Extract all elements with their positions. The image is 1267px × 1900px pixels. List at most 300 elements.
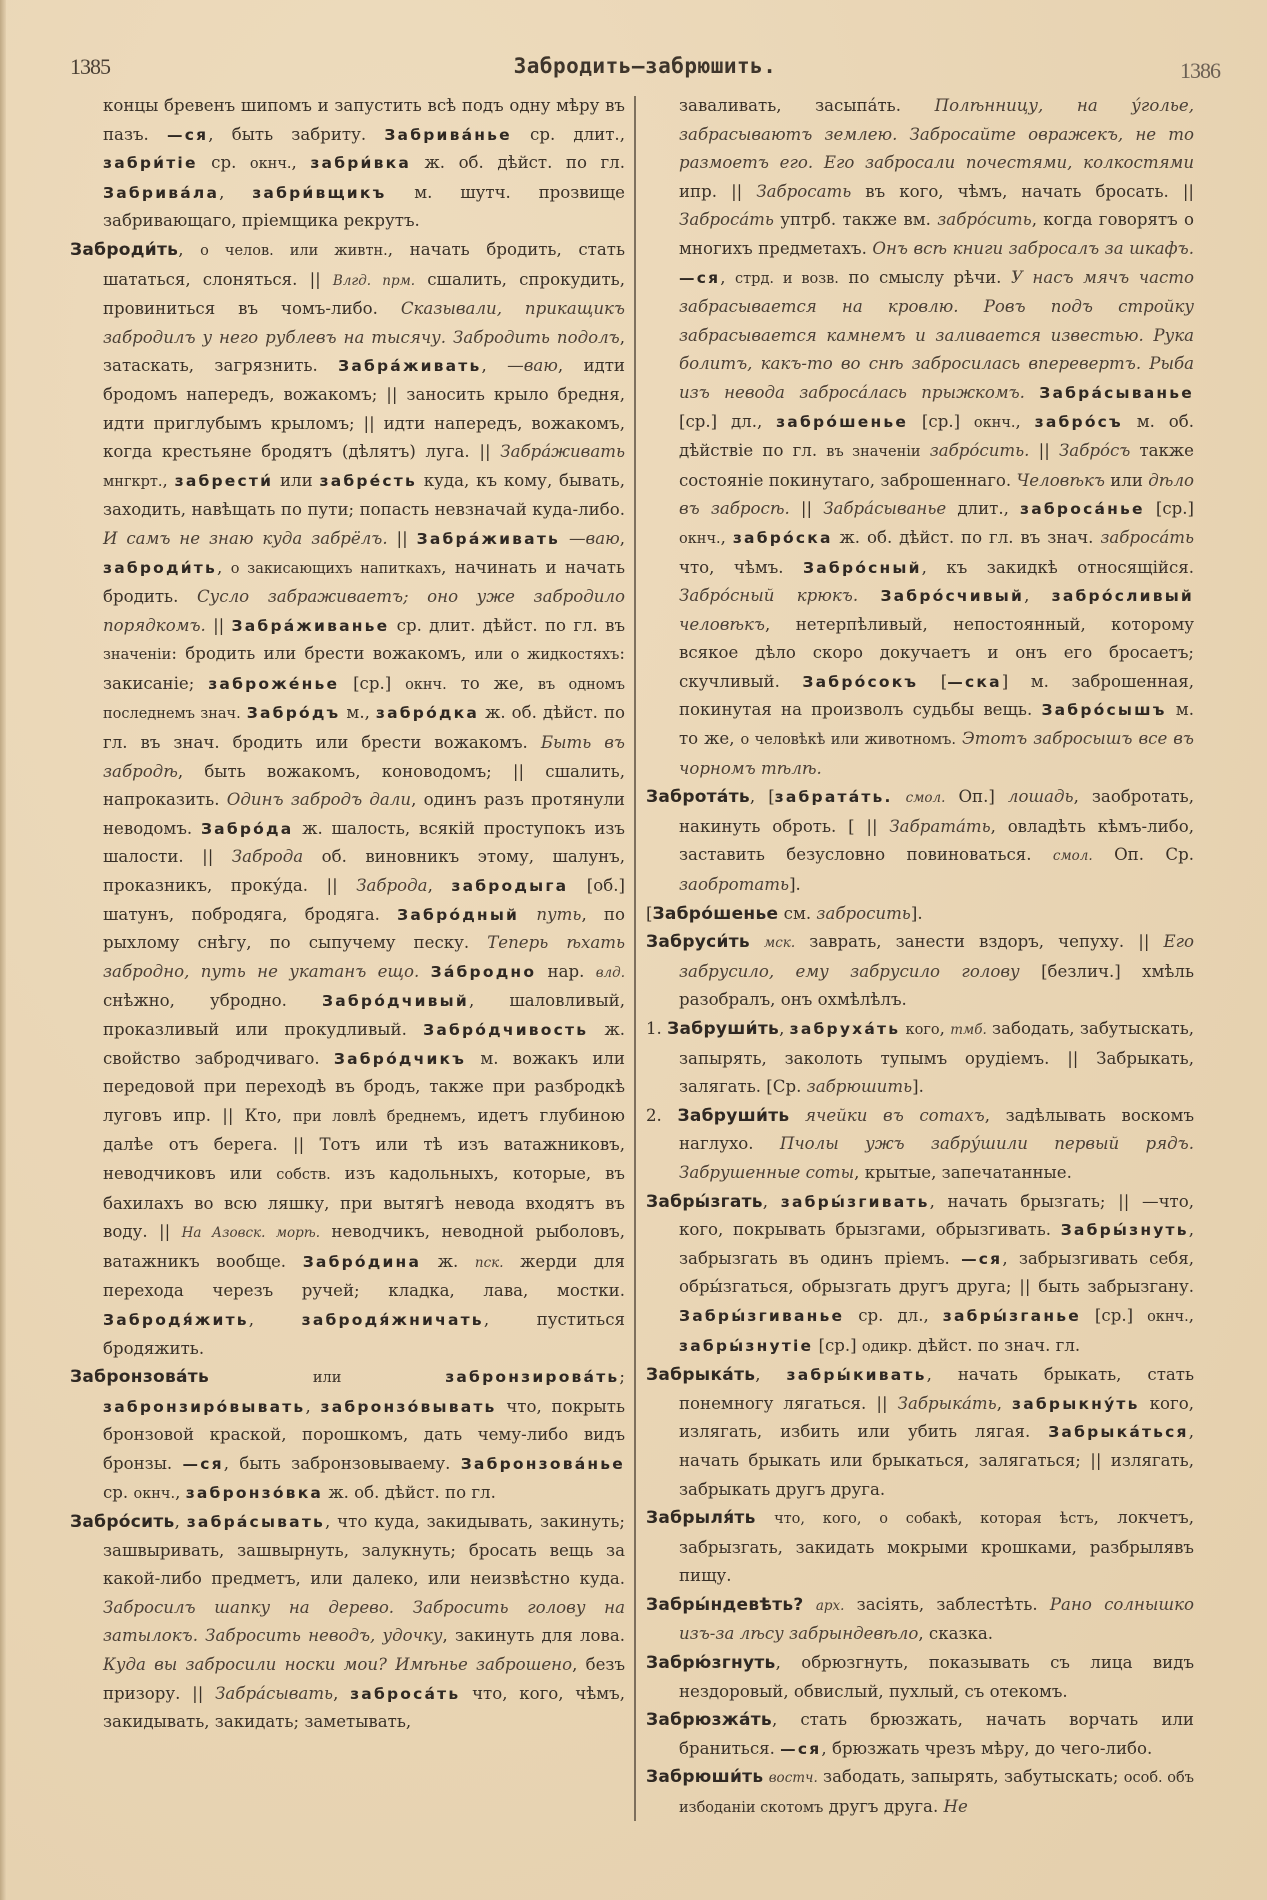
example-text: забрюшить (806, 1077, 913, 1097)
grammar-label: Влгд. прм. (332, 272, 416, 289)
grammar-label: влд. (595, 964, 625, 981)
example-text: Сусло забраживаетъ; оно уже забродило порядкомъ. (103, 587, 625, 635)
example-text: заброса́ть (1100, 527, 1194, 547)
headword: Забро́сить (70, 1512, 175, 1533)
definition-text: , что куда, закидывать, закинуть; зашвыривать, зашвырнуть, залукнуть; бросать вещь за какой-либо предметъ, или далеко, или неизвѣстно куда. (103, 1512, 625, 1589)
definition-text: ипр. || (679, 181, 757, 201)
definition-text: , нетерпѣливый, непостоянный, которому всякое дѣло скоро докучаетъ и онъ его бросаетъ; скучливый. (679, 614, 1194, 691)
definition-text: , (333, 1683, 351, 1703)
grammar-label: одикр. (861, 1338, 913, 1355)
definition-text: [безлич.] хмѣль разобралъ, онъ охмѣлѣлъ. (679, 961, 1194, 1010)
headword: Забрюзжа́ть (646, 1710, 772, 1731)
dictionary-entry (646, 1649, 1194, 1706)
example-text: Забра́сывать (215, 1683, 334, 1703)
definition-text: , (162, 470, 175, 490)
derived-form: забродя́жничать (301, 1310, 484, 1329)
definition-text: заврать, занести вздоръ, чепуху. || (795, 932, 1164, 952)
headword: Забры́згать (646, 1191, 763, 1212)
definition-text: об. виновникъ этому, шалунъ, проказникъ, проку́да. || (103, 847, 626, 896)
definition-text: , заобротать, накинуть оброть. [ || (679, 787, 1194, 836)
definition-text: другъ друга. (823, 1797, 944, 1817)
example-text: Забрыка́ть (897, 1393, 997, 1413)
dictionary-entry (646, 1591, 1194, 1649)
definition-text: [об.] шатунъ, побродяга, бродяга. (103, 876, 625, 924)
definition-text: уптрб. также вм. (773, 210, 938, 230)
definition-text: ж. (421, 1251, 475, 1271)
derived-form: Забро́дчивый (322, 992, 469, 1011)
grammar-label: или о жидкостяхъ (474, 647, 620, 664)
derived-form: забрести́ (174, 471, 274, 490)
definition-text: ср. дл., (844, 1305, 943, 1325)
definition-text: , (720, 527, 733, 547)
example-text: лошадь (1007, 787, 1074, 807)
derived-form: заброса́ть (350, 1684, 461, 1703)
definition-text (804, 1595, 816, 1614)
definition-text: , (178, 239, 201, 259)
dictionary-entry (646, 1361, 1194, 1504)
derived-form: Забры́знуть (1060, 1221, 1189, 1240)
example-text: забро́сить. (929, 441, 1030, 461)
definition-text: м. то же, (679, 700, 1194, 749)
definition-text (756, 1508, 774, 1527)
definition-text: , одинъ разъ протянули неводомъ. (103, 790, 625, 838)
grammar-label: стрд. и возв. (735, 270, 839, 287)
definition-text (893, 787, 906, 806)
definition-text: ср. длит. дѣйст. по гл. въ (389, 615, 626, 635)
derived-form: Забронзова́нье (460, 1454, 625, 1473)
definition-text: , быть вожакомъ, коноводомъ; || сшалить, напроказить. (103, 761, 625, 810)
definition-text: , быть забриту. (208, 124, 385, 144)
derived-form: Забро́сокъ (802, 672, 919, 691)
example-text: Человѣкъ (1016, 470, 1105, 490)
definition-text: ср. (197, 153, 250, 173)
grammar-label: тмб. (950, 1022, 987, 1038)
example-text: Забра́живать (500, 442, 625, 462)
derived-form: Забрива́ла (103, 183, 220, 202)
definition-text: , начать брызгать; || —что, кого, покрывать брызгами, обрызгивать. (679, 1191, 1194, 1240)
definition-text: , быть забронзовываему. (223, 1453, 461, 1473)
definition-text: изъ кадольныхъ, которые, въ бахилахъ во всю ляшку, при вытягѣ невода входятъ въ воду. || (103, 1163, 625, 1242)
definition-text: ]. (789, 875, 801, 895)
definition-text: ж. свойство забродчиваго. (103, 1020, 625, 1068)
derived-form: забро́дка (375, 704, 480, 723)
definition-text: неводчикъ, неводной рыболовъ, ватажникъ вообще. (103, 1222, 625, 1271)
definition-text: то же, (446, 673, 538, 693)
definition-text: также состояніе покинутаго, заброшеннаго. (679, 441, 1194, 490)
example-text: Забрата́ть (889, 816, 991, 836)
definition-text: м. об. дѣйствіе по гл. (679, 411, 1194, 461)
derived-form: заброса́нье (1020, 500, 1145, 519)
derived-form: —ся (167, 125, 209, 144)
headword: Забруши́ть (677, 1105, 790, 1126)
definition-text: ж. об. дѣйст. по гл. въ знач. бродить или брести вожакомъ. (103, 703, 625, 753)
definition-text: , (1024, 586, 1052, 606)
grammar-label: окнч. (249, 156, 292, 173)
grammar-label: мск. (764, 935, 796, 952)
definition-text: концы бревенъ шипомъ и запустить всѣ подъ одну мѣру въ пазъ. (103, 96, 625, 144)
grammar-label: въ одномъ последнемъ знач. (103, 676, 625, 723)
example-text: Онъ всѣ книги забросалъ за шкафъ. (872, 238, 1194, 258)
definition-text: м., (340, 703, 376, 723)
grammar-label: смол. (1052, 848, 1093, 865)
definition-text: , сказка. (918, 1624, 994, 1644)
derived-form: Забро́да (200, 819, 294, 838)
derived-form: забры́згивать (780, 1192, 930, 1211)
derived-form: забрата́ть. (774, 788, 893, 807)
example-text: Заброса́ть (679, 210, 774, 230)
definition-text: , начать брыкать, стать понемногу лягаться. || (679, 1365, 1194, 1413)
derived-form: забри́тіе (103, 154, 198, 173)
definition-text: , начинать и начать бродить. (103, 557, 625, 607)
definition-text: забодать, забутыскать, запырять, заколоть тупымъ орудіемъ. || Забрыкать, залягать. [Ср. (679, 1019, 1194, 1097)
definition-text: по смыслу рѣчи. (838, 267, 1011, 287)
derived-form: забродыга (451, 877, 569, 896)
definition-text: , стать брюзжать, начать ворчать или браниться. (679, 1710, 1194, 1758)
grammar-label: окнч. (973, 414, 1016, 431)
definition-text: , забрызгивать себя, обры́згаться, обрызгать другъ друга; || быть забрызгану. (679, 1248, 1195, 1297)
definition-text (921, 441, 930, 460)
derived-form: Забро́сышъ (1041, 701, 1167, 720)
definition-text: , (305, 1396, 321, 1416)
definition-text: , (1015, 411, 1035, 431)
example-text: Заброда (231, 847, 304, 867)
headword: Забрюши́ть (646, 1767, 764, 1788)
example-text: Его забрусило, ему забрусило голову (679, 932, 1194, 981)
headword: Забры́ндевѣть? (646, 1594, 804, 1615)
definition-text: или (273, 470, 320, 490)
example-text: Одинъ забродъ дали (226, 790, 412, 810)
dictionary-entry (646, 900, 1194, 929)
derived-form: Забро́сный (803, 558, 922, 577)
headword: Заброди́ть (70, 239, 179, 260)
definition-text: ср. (103, 1482, 134, 1502)
grammar-label: окнч. (679, 530, 721, 547)
definition-text (750, 932, 764, 951)
dictionary-entry (646, 1188, 1194, 1362)
definition-text: , (248, 1309, 302, 1329)
derived-form: —ся (961, 1249, 1003, 1268)
example-text: Забросать (756, 181, 852, 201)
derived-form: забры́знутіе (679, 1336, 814, 1355)
example-text: Куда вы забросили носки мои? Имѣнье заброшено (103, 1655, 573, 1675)
definition-text: , идетъ глубиною далѣе отъ берега. || Тотъ или тѣ изъ ватажниковъ, неводчиковъ или (103, 1105, 625, 1183)
definition-text: , къ закидкѣ относящійся. (921, 557, 1195, 577)
derived-form: забруха́ть (789, 1020, 901, 1038)
derived-form: забры́кивать (786, 1366, 927, 1385)
definition-text: , (481, 356, 508, 376)
definition-text: || (205, 615, 232, 635)
definition-text: Оп.] (945, 787, 1008, 807)
definition-text: жерди для перехода черезъ ручей; кладка, лава, мостки. (103, 1251, 625, 1301)
example-text: —ваю (507, 356, 558, 376)
definition-text: ]. (912, 1077, 924, 1097)
definition-text: , идти бродомъ напередъ, вожакомъ; || заносить крыло бредня, идти приглубымъ крыломъ; || идти напередъ, вожакомъ, когда крестьяне бродятъ (дѣлятъ) луга. || (103, 356, 625, 462)
example-text: Заброда (356, 876, 428, 896)
definition-text (419, 962, 430, 981)
grammar-label: собств. (276, 1166, 331, 1183)
derived-form: Забро́дина (302, 1252, 422, 1271)
derived-form: —ся (679, 268, 721, 287)
grammar-label: при ловлѣ бреднемъ (293, 1108, 461, 1125)
derived-form: забронзо́вывать (320, 1397, 497, 1416)
definition-text: Оп. Ср. (1092, 845, 1194, 865)
definition-text: м. шутч. прозвище забривающаго, пріемщика рекрутъ. (103, 182, 625, 231)
grammar-label: пск. (474, 1254, 504, 1271)
definition-text: , (762, 1191, 781, 1211)
definition-text: : бродить или брести вожакомъ, (171, 644, 475, 664)
definition-text: заваливать, засыпа́ть. (679, 96, 935, 115)
grammar-label: окнч. (1147, 1308, 1189, 1325)
definition-text: , (755, 1365, 787, 1385)
definition-text: [ср.] (1144, 499, 1194, 519)
example-text: Этотъ забросышъ все въ чорномъ тѣлѣ. (679, 729, 1194, 778)
derived-form: забры́зганье (942, 1306, 1081, 1325)
entry-number: 2. (646, 1105, 678, 1125)
definition-text: : закисаніе; (103, 644, 626, 693)
derived-form: забронзо́вка (185, 1483, 324, 1502)
definition-text: [ср.] (813, 1335, 862, 1355)
grammar-label: смол. (905, 790, 946, 807)
grammar-label: или (312, 1370, 342, 1387)
example-text: забросить (816, 903, 911, 923)
page-header (70, 50, 1220, 90)
definition-text: , начать бродить, стать шататься, слоняться. || (103, 239, 625, 289)
derived-form: забро́съ (1034, 412, 1123, 431)
example-text: Полѣнницу, на у́голье, забрасываютъ землею. Забросайте овражекъ, не то размоетъ его. Его забросали почестями, колкостями (679, 96, 1194, 173)
derived-form: забрыкну́ть (1012, 1394, 1140, 1413)
definition-text: [ (646, 903, 653, 923)
running-title: Забродить—забрюшить. (513, 54, 777, 78)
headword: Забронзова́ть (70, 1367, 210, 1388)
headword: Забро́шенье (652, 903, 779, 924)
definition-text: ж. об. дѣйст. по гл. (410, 153, 625, 173)
definition-text: , обрюзгнуть, показывать съ лица видъ нездоровый, обвислый, пухлый, съ отекомъ. (679, 1653, 1194, 1701)
dictionary-entry (646, 1706, 1194, 1763)
grammar-label: что, кого, о собакѣ, которая ѣстъ (774, 1511, 1094, 1528)
grammar-label: окнч. (405, 676, 447, 693)
definition-text: что, кого, чѣмъ, закидывать, закидать; заметывать, (103, 1683, 625, 1732)
derived-form: забри́вка (310, 154, 411, 173)
definition-text: что, покрыть бронзовой краской, порошкомъ, дать чему-либо видъ бронзы. (103, 1396, 625, 1473)
definition-text: , (720, 267, 736, 287)
definition-text: [ (918, 671, 948, 691)
example-text: Рано солнышко изъ-за лѣсу забрындевѣло (679, 1594, 1195, 1644)
definition-text: снѣжно, убродно. (103, 991, 323, 1011)
grammar-label: арх. (815, 1597, 845, 1614)
derived-form: —ся (780, 1739, 822, 1758)
derived-form: заброже́нье (208, 674, 340, 693)
example-text: У насъ мячъ часто забрасывается на кровлю. Ровъ подъ стройку забрасывается камнемъ и заливается известью. Рука болитъ, какъ-то во снѣ забросилась вперевертъ. Рыба изъ невода заброса́лась прыжкомъ. (679, 267, 1194, 402)
definition-text: ]. (910, 903, 923, 923)
definition-text: , (779, 1019, 790, 1038)
example-text: дѣло въ забросѣ. (679, 470, 1194, 519)
example-text: Забра́сыванье (823, 499, 947, 519)
derived-form: забро́сливый (1051, 587, 1194, 606)
definition-text: , затаскать, загрязнить. (103, 327, 625, 376)
definition-text: , (1188, 1305, 1194, 1325)
derived-form: Забро́счивый (880, 587, 1025, 606)
page-number-left: 1385 (70, 54, 110, 79)
dictionary-entry (646, 1015, 1194, 1102)
example-text: Пчолы ужъ забру́шили первый рядъ. Забрушенные соты (679, 1134, 1194, 1182)
headword: Забруши́ть (667, 1019, 780, 1039)
definition-text: куда, къ кому, бывать, заходить, навѣщать по пути; попасть невзначай куда-либо. (103, 470, 625, 520)
definition-text: , забрызгать въ одинъ пріемъ. (679, 1220, 1194, 1268)
derived-form: Забра́сыванье (1039, 383, 1194, 402)
derived-form: забра́сывать (186, 1513, 326, 1532)
headword: Забруси́ть (646, 932, 750, 953)
derived-form: Забра́живать (416, 529, 561, 548)
definition-text: , когда говорятъ о многихъ предметахъ. (679, 210, 1194, 258)
dictionary-entry (646, 1504, 1194, 1591)
definition-text: , крытые, запечатанные. (854, 1162, 1072, 1182)
derived-form: —ска (947, 672, 1002, 691)
column-divider (634, 96, 636, 1821)
definition-text: ж. шалость, всякій проступокъ изъ шалости. || (103, 818, 625, 867)
definition-text: засіять, заблестѣть. (844, 1594, 1050, 1614)
definition-text: , (996, 1393, 1013, 1413)
derived-form: забро́ска (732, 528, 833, 547)
definition-text: , начать брыкать или брыкаться, залягаться; || излягать, забрыкать другъ друга. (679, 1422, 1194, 1499)
entry-number: 1. (646, 1019, 668, 1038)
derived-form: Забрива́нье (384, 125, 512, 144)
dictionary-entry (646, 928, 1194, 1015)
headword: Забрыля́ть (646, 1508, 756, 1529)
derived-form: заброди́ть (103, 558, 217, 577)
entry-continuation (70, 92, 625, 236)
dictionary-entry (646, 1763, 1194, 1822)
definition-text (519, 905, 536, 924)
definition-text: , (217, 557, 231, 577)
definition-text: , (427, 876, 452, 896)
derived-form: забро́шенье (776, 412, 909, 431)
definition-text (858, 586, 880, 605)
grammar-label: о закисающихъ напиткахъ (230, 560, 442, 577)
definition-text: [ср.] (1080, 1305, 1148, 1325)
derived-form: Забра́живанье (231, 616, 390, 635)
definition-text: , задѣлывать воскомъ наглухо. (679, 1105, 1195, 1154)
grammar-label: о челов. или живтн. (200, 242, 388, 259)
definition-text: ср. длит., (511, 124, 625, 144)
example-text: заобротать (679, 875, 790, 895)
example-text: Забро́сный крюкъ. (679, 586, 859, 606)
definition-text: дѣйст. по знач. гл. (912, 1335, 1081, 1355)
example-text: Забросилъ шапку на дерево. Забросить голову на затылокъ. Забросить неводъ, удочку (103, 1597, 625, 1646)
derived-form: Забро́дъ (246, 704, 341, 723)
definition-text: ж. об. дѣйст. по гл. въ знач. (832, 527, 1101, 547)
headword: Забрю́згнуть (646, 1653, 776, 1674)
example-text: путь (536, 904, 582, 924)
definition-text: ; (619, 1367, 625, 1387)
derived-form: забри́вщикъ (252, 183, 387, 202)
example-text: Не (943, 1797, 968, 1817)
derived-form: забре́сть (319, 471, 417, 490)
page-number-right: 1386 (1180, 58, 1220, 83)
definition-text (560, 529, 569, 548)
grammar-label: о человѣкѣ или животномъ. (740, 732, 957, 749)
definition-text: см. (778, 903, 817, 923)
definition-text: , (619, 528, 625, 548)
definition-text: [ср.] (908, 411, 974, 431)
grammar-label: значеніи (103, 647, 172, 664)
example-text: Быть въ забродѣ (103, 733, 625, 781)
grammar-label: востч. (768, 1770, 818, 1787)
derived-form: забронзиро́вывать (103, 1397, 306, 1416)
definition-text (341, 1367, 445, 1386)
example-text: Сказывали, прикащикъ забродилъ у него рублевъ на тысячу. Забродить подолъ (103, 299, 625, 347)
example-text: —ваю (568, 528, 620, 548)
dictionary-entry (70, 236, 625, 1363)
derived-form: Забры́згиванье (679, 1306, 845, 1325)
dictionary-entry (646, 783, 1194, 899)
headword: Забрыка́ть (646, 1365, 756, 1386)
grammar-label: особ. объ избоданіи скотомъ (679, 1770, 1194, 1817)
definition-text: , по рыхлому снѣгу, по сыпучему песку. (103, 904, 625, 953)
definition-text: || (789, 499, 824, 519)
definition-text: м. вожакъ или передовой при переходѣ въ бродъ, также при разбродкѣ луговъ ипр. || Кто, (103, 1048, 625, 1125)
example-text: Теперь ѣхать забродно, путь не укатанъ ещо. (103, 933, 625, 981)
example-text: Забро́съ (1058, 441, 1131, 461)
derived-form: Забро́дный (397, 905, 520, 924)
derived-form: Забрыка́ться (1048, 1423, 1189, 1442)
definition-text: , безъ призору. || (103, 1655, 626, 1703)
definition-text (209, 1367, 313, 1386)
definition-text: ж. об. дѣйст. по гл. (323, 1482, 496, 1502)
grammar-label: окнч. (133, 1485, 176, 1502)
example-text: И самъ не знаю куда забрёлъ. (103, 528, 388, 548)
derived-form: Забро́дчикъ (333, 1049, 467, 1068)
definition-text: , брюзжать чрезъ мѣру, до чего-либо. (821, 1738, 1153, 1758)
dictionary-entry (70, 1508, 625, 1737)
definition-text (1025, 383, 1039, 402)
definition-text: , локчетъ, забрызгать, закидать мокрыми крошками, разбрылявъ пищу. (679, 1508, 1194, 1586)
derived-form: За́бродно (430, 962, 537, 981)
definition-text: кого, излягать, избить или убить лягая. (679, 1393, 1194, 1442)
example-text: забро́сить (937, 210, 1032, 230)
definition-text: , (291, 153, 311, 173)
definition-text: , шаловливый, проказливый или прокудливый. (103, 991, 625, 1039)
entry-continuation (646, 92, 1194, 783)
derived-form: забронзирова́ть (445, 1368, 620, 1387)
grammar-label: кого (905, 1022, 940, 1038)
definition-text: , закинуть для лова. (442, 1626, 625, 1646)
definition-text (789, 1106, 805, 1125)
definition-text: || (387, 528, 417, 548)
page-binding-edge (0, 0, 6, 1900)
grammar-label: въ значеніи (826, 444, 921, 461)
definition-text: , (219, 182, 253, 202)
definition-text: [ср.] дл., (679, 411, 777, 431)
dictionary-entry (646, 1102, 1194, 1188)
definition-text: , овладѣть кѣмъ-либо, заставить безусловно повиноваться. (679, 816, 1194, 865)
left-column (70, 92, 625, 1737)
definition-text: ] м. заброшенная, покинутая на произволъ судьбы вещь. (679, 671, 1194, 720)
derived-form: —ся (182, 1454, 224, 1473)
headword: Заброта́ть (646, 787, 750, 808)
definition-text: , (175, 1482, 186, 1502)
definition-text: сшалить, спрокудить, провиниться въ чомъ-либо. (103, 269, 625, 319)
dictionary-entry (70, 1363, 625, 1508)
definition-text: || (1029, 441, 1059, 461)
definition-text: [ср.] (339, 673, 406, 693)
right-column (646, 92, 1194, 1823)
example-text: ячейки въ сотахъ (805, 1105, 985, 1125)
definition-text: нар. (536, 961, 596, 981)
derived-form: Забродя́жить (103, 1310, 249, 1329)
definition-text: забодать, запырять, забутыскать; (817, 1767, 1124, 1787)
example-text: человѣкъ (679, 614, 765, 634)
definition-text: что, чѣмъ. (679, 557, 804, 577)
